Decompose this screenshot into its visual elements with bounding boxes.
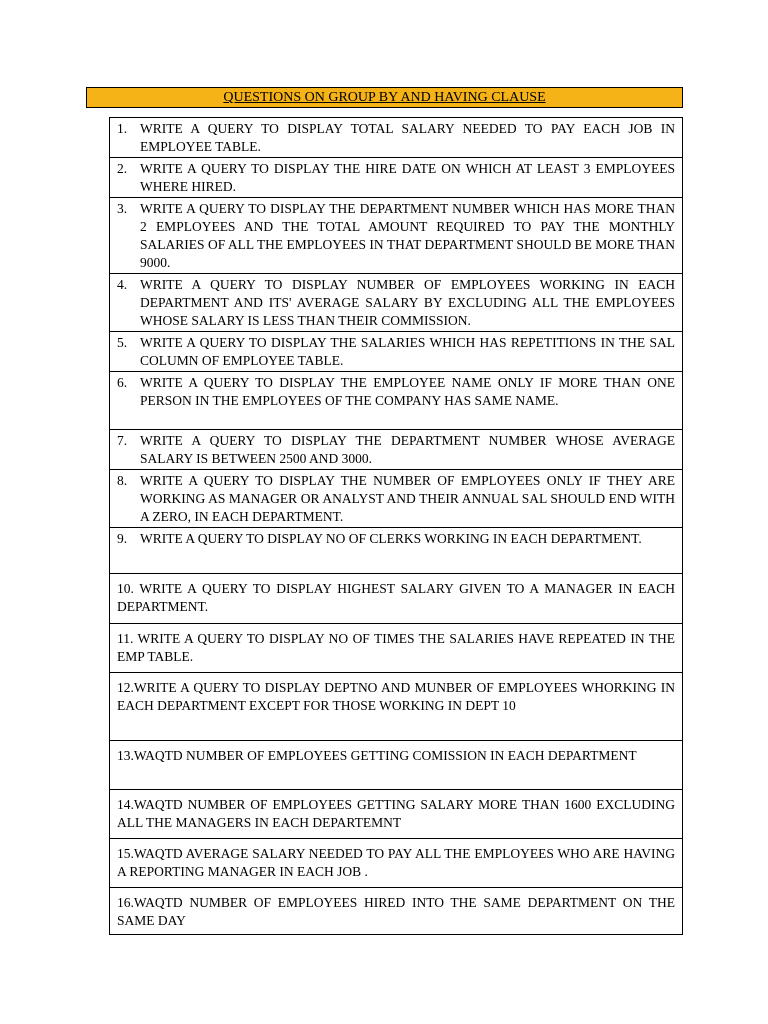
question-text: 13.WAQTD NUMBER OF EMPLOYEES GETTING COMISSION IN EACH DEPARTMENT	[117, 748, 637, 763]
question-text: WRITE A QUERY TO DISPLAY THE EMPLOYEE NAME ONLY IF MORE THAN ONE PERSON IN THE EMPLOYEES OF THE COMPANY HAS SAME NAME.	[140, 375, 675, 408]
table-row	[110, 158, 683, 198]
table-row	[110, 741, 683, 790]
table-row	[110, 198, 683, 274]
question-text: WRITE A QUERY TO DISPLAY THE HIRE DATE ON WHICH AT LEAST 3 EMPLOYEES WHERE HIRED.	[140, 161, 675, 194]
table-row	[110, 624, 683, 673]
table-row	[110, 790, 683, 839]
question-text: WRITE A QUERY TO DISPLAY THE SALARIES WHICH HAS REPETITIONS IN THE SAL COLUMN OF EMPLOYEE TABLE.	[140, 335, 675, 368]
question-text: 14.WAQTD NUMBER OF EMPLOYEES GETTING SALARY MORE THAN 1600 EXCLUDING ALL THE MANAGERS IN EACH DEPARTEMNT	[117, 797, 675, 830]
question-text: WRITE A QUERY TO DISPLAY TOTAL SALARY NEEDED TO PAY EACH JOB IN EMPLOYEE TABLE.	[140, 121, 675, 154]
table-row	[110, 430, 683, 470]
question-text: 16.WAQTD NUMBER OF EMPLOYEES HIRED INTO THE SAME DEPARTMENT ON THE SAME DAY	[117, 895, 675, 928]
question-number: 8.	[117, 473, 128, 488]
question-text: WRITE A QUERY TO DISPLAY THE NUMBER OF EMPLOYEES ONLY IF THEY ARE WORKING AS MANAGER OR ANALYST AND THEIR ANNUAL SAL SHOULD END WITH A ZERO, IN EACH DEPARTMENT.	[140, 473, 675, 524]
questions-table	[109, 117, 683, 935]
question-number: 4.	[117, 277, 128, 292]
table-row	[110, 332, 683, 372]
question-number: 5.	[117, 335, 128, 350]
table-row	[110, 673, 683, 741]
question-text: WRITE A QUERY TO DISPLAY NO OF CLERKS WORKING IN EACH DEPARTMENT.	[140, 531, 642, 546]
table-row	[110, 839, 683, 888]
table-row	[110, 274, 683, 332]
question-text: 12.WRITE A QUERY TO DISPLAY DEPTNO AND MUNBER OF EMPLOYEES WHORKING IN EACH DEPARTMENT EXCEPT FOR THOSE WORKING IN DEPT 10	[117, 680, 675, 713]
table-row	[110, 528, 683, 574]
question-number: 1.	[117, 121, 128, 136]
question-text: 11. WRITE A QUERY TO DISPLAY NO OF TIMES THE SALARIES HAVE REPEATED IN THE EMP TABLE.	[117, 631, 675, 664]
page-title-bar	[86, 87, 683, 108]
question-number: 6.	[117, 375, 128, 390]
question-text: WRITE A QUERY TO DISPLAY THE DEPARTMENT NUMBER WHOSE AVERAGE SALARY IS BETWEEN 2500 AND 3000.	[140, 433, 675, 466]
question-number: 7.	[117, 433, 128, 448]
question-number: 3.	[117, 201, 128, 216]
question-text: 15.WAQTD AVERAGE SALARY NEEDED TO PAY ALL THE EMPLOYEES WHO ARE HAVING A REPORTING MANAGER IN EACH JOB .	[117, 846, 675, 879]
table-row	[110, 574, 683, 624]
table-row	[110, 888, 683, 935]
question-text: 10. WRITE A QUERY TO DISPLAY HIGHEST SALARY GIVEN TO A MANAGER IN EACH DEPARTMENT.	[117, 581, 675, 614]
page-title: QUESTIONS ON GROUP BY AND HAVING CLAUSE	[223, 90, 546, 105]
question-number: 9.	[117, 531, 128, 546]
table-row	[110, 470, 683, 528]
table-row	[110, 372, 683, 430]
question-number: 2.	[117, 161, 128, 176]
question-text: WRITE A QUERY TO DISPLAY NUMBER OF EMPLOYEES WORKING IN EACH DEPARTMENT AND ITS' AVERAGE SALARY BY EXCLUDING ALL THE EMPLOYEES WHOSE SALARY IS LESS THAN THEIR COMMISSION.	[140, 277, 675, 328]
question-text: WRITE A QUERY TO DISPLAY THE DEPARTMENT NUMBER WHICH HAS MORE THAN 2 EMPLOYEES AND THE TOTAL AMOUNT REQUIRED TO PAY THE MONTHLY SALARIES OF ALL THE EMPLOYEES IN THAT DEPARTMENT SHOULD BE MORE THAN 9000.	[140, 201, 675, 270]
table-row	[110, 118, 683, 158]
